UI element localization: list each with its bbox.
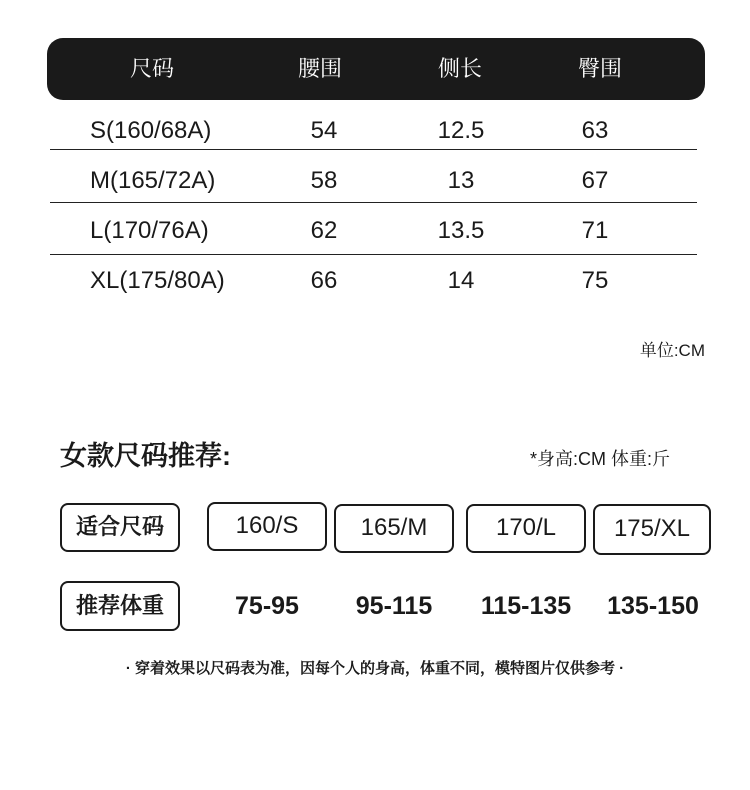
row-waist: 54 [310,117,338,144]
row-size: S(160/68A) [90,117,212,144]
row-hip: 71 [581,217,609,244]
header-size: 尺码 [129,56,174,81]
table-row [0,154,750,204]
row-side-length: 12.5 [437,117,485,144]
size-option-175-xl: 175/XL [593,504,711,555]
table-row [0,254,750,304]
table-row [0,204,750,254]
size-label-box: 适合尺码 [60,503,180,552]
size-table-header [47,38,705,100]
row-size: XL(175/80A) [90,267,225,294]
size-option-165-m: 165/M [334,504,454,553]
header-hip: 臀围 [577,56,622,81]
row-waist: 58 [310,167,338,194]
row-waist: 62 [310,217,338,244]
recommendation-title: 女款尺码推荐: [60,441,231,471]
row-hip: 75 [581,267,609,294]
disclaimer: · 穿着效果以尺码表为准，因每个人的身高，体重不同，模特图片仅供参考 · [125,660,625,677]
row-hip: 63 [581,117,609,144]
row-side-length: 13.5 [437,217,485,244]
table-row [0,104,750,154]
weight-range-xl: 135-150 [607,592,699,620]
unit-note: 单位:CM [639,341,705,360]
row-size: L(170/76A) [90,217,209,244]
weight-range-l: 115-135 [480,592,572,620]
row-divider [50,149,697,150]
recommendation-note: *身高:CM 体重:斤 [530,449,671,469]
header-waist: 腰围 [297,56,342,81]
row-waist: 66 [310,267,338,294]
row-side-length: 14 [447,267,475,294]
row-divider [50,202,697,203]
size-option-170-l: 170/L [466,504,586,553]
header-side-length: 侧长 [437,56,482,81]
weight-range-s: 75-95 [235,592,299,620]
size-option-160-s: 160/S [207,502,327,551]
row-side-length: 13 [447,167,475,194]
row-size: M(165/72A) [90,167,216,194]
weight-range-m: 95-115 [355,592,433,620]
row-hip: 67 [581,167,609,194]
weight-label-box: 推荐体重 [60,581,180,631]
